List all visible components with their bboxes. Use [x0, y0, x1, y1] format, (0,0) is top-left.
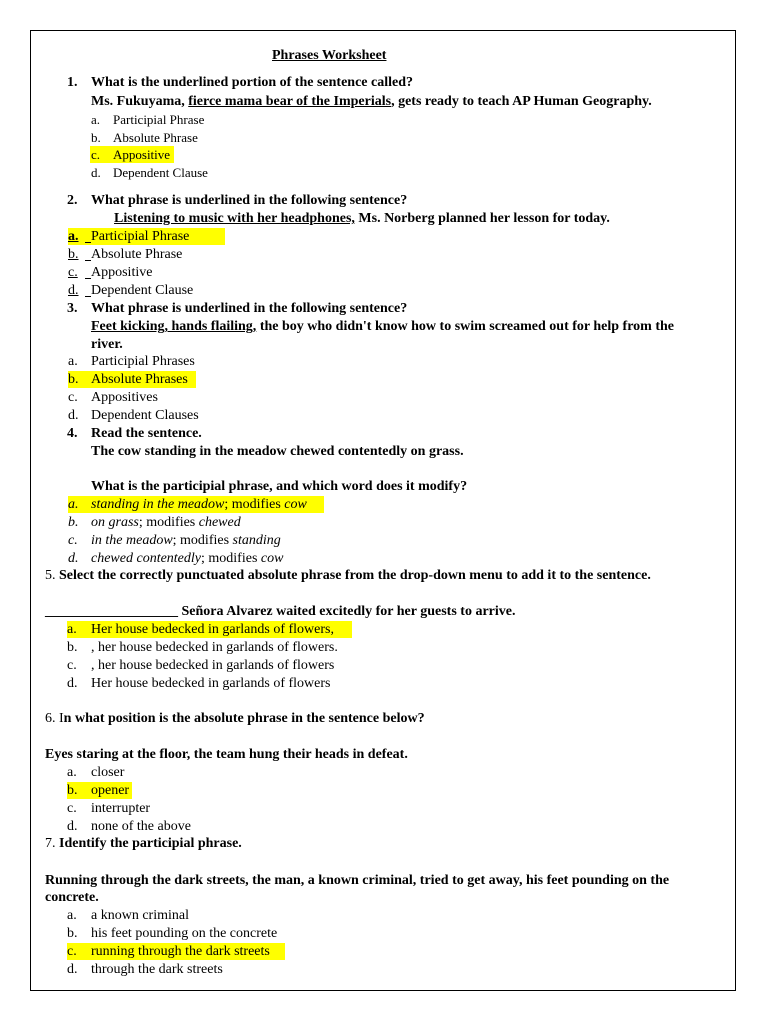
q6-option-c: [67, 800, 151, 817]
option-letter: d.: [68, 408, 79, 423]
q1-sentence-post: , gets ready to teach AP Human Geography.: [391, 94, 652, 109]
option-text: Absolute Phrase: [91, 247, 183, 262]
q5-option-a-answer: [67, 621, 352, 638]
option-text: Participial Phrases: [91, 354, 195, 369]
option-text: Appositives: [91, 390, 158, 405]
option-text: through the dark streets: [91, 962, 223, 977]
option-letter: b.: [68, 515, 79, 530]
option-text: closer: [91, 765, 125, 780]
option-letter: c.: [67, 658, 77, 673]
option-letter: c.: [67, 944, 77, 959]
q6-option-a: [67, 764, 125, 781]
q4-option-d: [68, 550, 284, 567]
q6-question: n what position is the absolute phrase in the sentence below?: [63, 711, 425, 726]
option-text: Absolute Phrase: [113, 130, 198, 145]
option-text: Absolute Phrases: [91, 372, 188, 387]
option-letter: b.: [67, 783, 78, 798]
option-text: Participial Phrase: [113, 112, 205, 127]
option-phrase: standing in the meadow: [91, 497, 225, 512]
q5-sentence: [45, 603, 515, 620]
option-phrase: in the meadow: [91, 533, 173, 548]
q7-line: [45, 835, 242, 852]
q2-sentence: [114, 210, 610, 227]
option-letter: a.: [91, 112, 101, 127]
option-letter: c.: [68, 533, 78, 548]
q4-option-a-answer: [68, 496, 324, 513]
q6-line: [45, 710, 425, 727]
q3-underlined-phrase: Feet kicking, hands flailing,: [91, 319, 257, 334]
option-letter: a.: [68, 354, 78, 369]
q5-number: 5.: [45, 568, 59, 583]
option-letter: c.: [68, 265, 78, 280]
q7-question: Identify the participial phrase.: [59, 836, 242, 851]
option-text: Her house bedecked in garlands of flowers: [91, 676, 331, 691]
q6-option-d: [67, 818, 191, 835]
q4-question: Read the sentence.: [91, 426, 202, 441]
q6-sentence: Eyes staring at the floor, the team hung their heads in defeat.: [45, 747, 408, 762]
option-text: , her house bedecked in garlands of flowers.: [91, 640, 338, 655]
q1-sentence-pre: Ms. Fukuyama,: [91, 94, 189, 109]
worksheet-page: [30, 30, 736, 991]
option-text: , her house bedecked in garlands of flowers: [91, 658, 335, 673]
q5-option-d: [67, 675, 331, 692]
option-letter: d.: [67, 962, 78, 977]
q2-number: 2.: [67, 193, 78, 208]
option-mid: ; modifies: [138, 515, 199, 530]
option-letter: c.: [91, 147, 101, 162]
q3-option-c: [68, 389, 158, 406]
q1-option-c-answer: [90, 146, 174, 163]
option-letter: c.: [68, 390, 78, 405]
q1-underlined-phrase: fierce mama bear of the Imperials: [188, 94, 392, 109]
option-letter: a.: [67, 622, 77, 637]
q2-option-c: [68, 264, 153, 281]
q6-option-b-answer: [67, 782, 132, 799]
q5-line: [45, 567, 651, 584]
option-text: [91, 550, 283, 567]
option-letter: a.: [68, 497, 79, 512]
option-text: Her house bedecked in garlands of flowers,: [91, 622, 334, 637]
q5-question: Select the correctly punctuated absolute phrase from the drop-down menu to add it to the sentence.: [59, 568, 651, 583]
option-text: [91, 514, 241, 531]
q1-number: 1.: [67, 75, 78, 90]
option-letter: d.: [68, 283, 79, 298]
option-text: [91, 532, 281, 549]
option-underline: [85, 278, 91, 279]
q5-blank: ___________________: [45, 604, 178, 619]
option-letter: a.: [67, 765, 77, 780]
q4-number: 4.: [67, 426, 78, 441]
option-word: cow: [260, 551, 284, 566]
q7-sentence-line2: concrete.: [45, 890, 99, 905]
q2-underlined-phrase: Listening to music with her headphones,: [114, 211, 355, 226]
option-mid: ; modifies: [224, 497, 285, 512]
option-letter: c.: [67, 801, 77, 816]
option-word: cow: [284, 497, 307, 512]
q1-option-a: [91, 111, 205, 128]
q7-option-d: [67, 961, 223, 978]
option-letter: d.: [91, 165, 101, 180]
q4-option-c: [68, 532, 281, 549]
q3-sentence: [91, 318, 674, 335]
option-word: chewed: [198, 515, 241, 530]
option-letter: b.: [67, 926, 78, 941]
q3-option-b-answer: [68, 371, 196, 388]
q3-sentence-continued: river.: [91, 337, 123, 352]
option-text: none of the above: [91, 819, 191, 834]
option-letter: b.: [68, 247, 79, 262]
option-text: running through the dark streets: [91, 944, 270, 959]
q1-question: What is the underlined portion of the sentence called?: [91, 75, 413, 90]
q4-sentence: The cow standing in the meadow chewed contentedly on grass.: [91, 444, 464, 459]
option-letter: d.: [67, 819, 78, 834]
option-text: Dependent Clauses: [91, 408, 199, 423]
option-letter: b.: [67, 640, 78, 655]
option-text: opener: [91, 783, 130, 798]
q3-option-a: [68, 353, 195, 370]
option-mid: ; modifies: [201, 551, 261, 566]
q7-option-a: [67, 907, 189, 924]
q2-option-d: [68, 282, 194, 299]
option-mid: ; modifies: [172, 533, 233, 548]
option-text: Dependent Clause: [113, 165, 208, 180]
option-letter: b.: [68, 372, 79, 387]
q6-question-first: I: [59, 711, 64, 726]
q7-number: 7.: [45, 836, 59, 851]
worksheet-title: Phrases Worksheet: [272, 48, 387, 63]
option-text: Dependent Clause: [91, 283, 194, 298]
q3-option-d: [68, 407, 199, 424]
q2-option-b: [68, 246, 183, 263]
q6-number: 6.: [45, 711, 59, 726]
option-phrase: chewed contentedly: [91, 551, 202, 566]
option-underline: [85, 296, 91, 297]
option-letter: b.: [91, 130, 101, 145]
option-word: standing: [232, 533, 281, 548]
q7-option-b: [67, 925, 278, 942]
option-text: [91, 496, 307, 513]
q5-option-b: [67, 639, 338, 656]
q3-sentence-post: the boy who didn't know how to swim screamed out for help from the: [256, 319, 675, 334]
q3-question: What phrase is underlined in the following sentence?: [91, 301, 408, 316]
q4-option-b: [68, 514, 241, 531]
q2-sentence-post: Ms. Norberg planned her lesson for today.: [354, 211, 610, 226]
q7-option-c-answer: [67, 943, 285, 960]
option-text: a known criminal: [91, 908, 189, 923]
option-text: his feet pounding on the concrete: [91, 926, 278, 941]
q5-sentence-text: Señora Alvarez waited excitedly for her guests to arrive.: [178, 604, 516, 619]
q1-option-d: [91, 164, 208, 181]
q4-prompt: What is the participial phrase, and which word does it modify?: [91, 479, 468, 494]
option-text: Appositive: [113, 147, 171, 162]
option-text: interrupter: [91, 801, 151, 816]
option-phrase: on grass: [91, 515, 139, 530]
q1-sentence: [91, 93, 652, 110]
option-letter: a.: [67, 908, 77, 923]
option-letter: d.: [68, 551, 79, 566]
option-text: Appositive: [91, 265, 153, 280]
option-letter: a.: [68, 229, 79, 244]
option-letter: d.: [67, 676, 78, 691]
q5-option-c: [67, 657, 335, 674]
option-text: Participial Phrase: [91, 229, 190, 244]
q3-number: 3.: [67, 301, 78, 316]
option-underline: [85, 260, 91, 261]
q1-option-b: [91, 129, 198, 146]
option-underline: [85, 242, 91, 243]
q2-option-a-answer: [68, 228, 225, 245]
q7-sentence-line1: Running through the dark streets, the man, a known criminal, tried to get away, his feet pounding on the: [45, 873, 670, 888]
q2-question: What phrase is underlined in the following sentence?: [91, 193, 408, 208]
